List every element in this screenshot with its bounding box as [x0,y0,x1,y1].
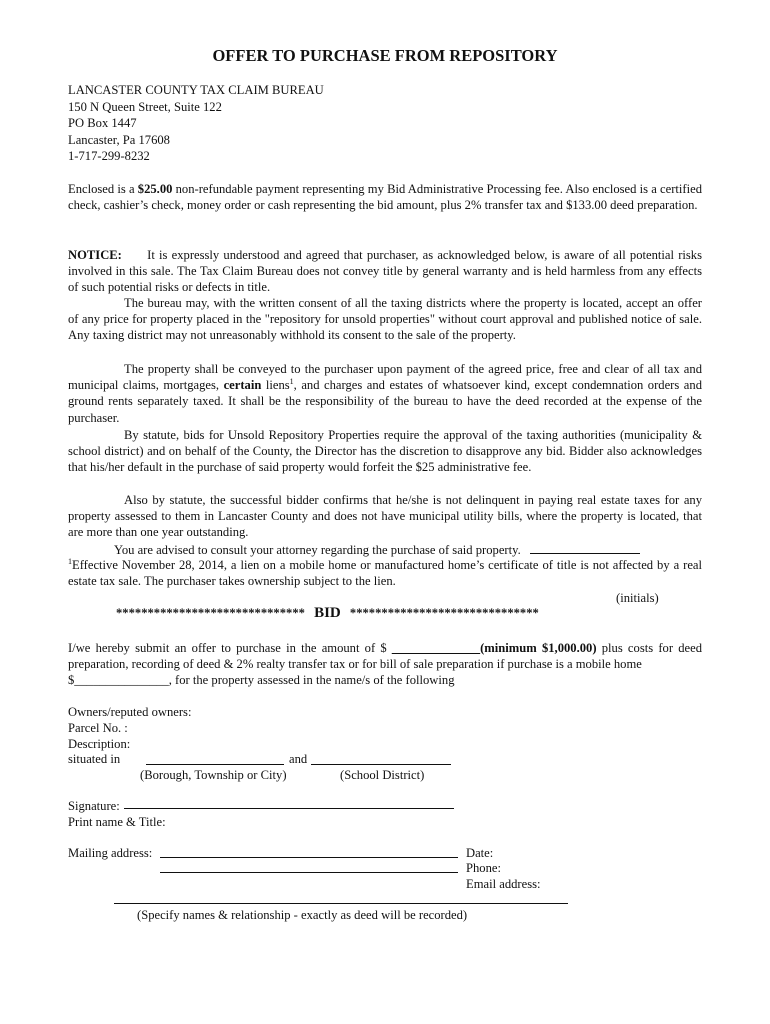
address-line-2: 150 N Queen Street, Suite 122 [68,99,222,114]
bureau-consent-paragraph: The bureau may, with the written consent of all the taxing districts where the property is located, accept an offer of any price for property placed in the "repository for unsold properties" without court approval and published notice of sale. Any taxing district may not unreasonably withhold its consent to the sale of the property. [68,296,702,343]
bid-stars-left: ****************************** [116,606,305,620]
bid-label: BID [314,605,341,621]
minimum-amount: (minimum $1,000.00) [480,641,597,655]
bureau-address [68,82,324,165]
statute-delinquency-paragraph: Also by statute, the successful bidder confirms that he/she is not delinquent in paying real estate taxes for any property assessed to them in Lancaster County and does not have municipal utility bills, where the property is located, that are more than one year outstanding. [68,493,702,540]
page-title: OFFER TO PURCHASE FROM REPOSITORY [212,46,558,65]
owners-label: Owners/reputed owners: [68,705,192,719]
email-label: Email address: [466,877,541,891]
municipality-field[interactable] [146,764,284,765]
conveyance-text-start: The property shall be conveyed to the purchaser upon payment of the agreed price, free and clear of all tax and municipal claims, mortgages, [68,362,702,393]
mailing-address-field-2[interactable] [160,872,458,873]
offer-text-rest: plus costs for deed preparation, recording of deed & 2% realty transfer tax or for bill of sale preparation if purchase is a mobile home [68,641,703,672]
signature-label: Signature: [68,799,120,813]
offer-paragraph [68,640,702,672]
fee-amount: $25.00 [137,182,173,196]
and-label: and [289,752,308,766]
liens-word: liens [261,378,290,393]
print-name-label: Print name & Title: [68,815,166,829]
footnote-mark: 1 [68,556,72,566]
mailing-address-field-1[interactable] [160,857,458,858]
attorney-advice-line [114,541,640,558]
municipality-caption: (Borough, Township or City) [140,768,287,782]
names-relationship-caption: (Specify names & relationship - exactly as deed will be recorded) [137,908,468,922]
offer-text-start: I/we hereby submit an offer to purchase in the amount of $ [68,641,392,655]
initials-field[interactable] [530,541,640,554]
phone-label: Phone: [466,861,501,875]
bill-of-sale-line: $_______________, for the property assessed in the name/s of the following [68,673,455,687]
address-phone: 1-717-299-8232 [68,149,150,163]
footnote-ref: 1 [289,377,294,387]
conveyance-text-rest: , and charges and estates of whatsoever kind, except condemnation orders and ground rents separately taxed. It shall be the responsibility of the bureau to have the deed recorded at the expense of the purchaser. [68,378,702,425]
address-line-1: LANCASTER COUNTY TAX CLAIM BUREAU [68,83,324,97]
bid-stars-right: ****************************** [349,606,539,620]
statute-approval-paragraph: By statute, bids for Unsold Repository Properties require the approval of the taxing authorities (municipality & school district) and on behalf of the County, the Director has the discretion to disapprove any bid. Bidder also acknowledges that his/her default in the purchase of said property would forfeit the $25 administrative fee. [68,428,702,475]
enclosed-text-rest: non-refundable payment representing my Bid Administrative Processing fee. Also enclosed is a certified check, cashier’s check, money order or cash representing the bid amount, plus 2% transfer tax and $133.00 deed preparation. [68,182,702,213]
parcel-label: Parcel No. : [68,721,128,735]
address-line-3: PO Box 1447 [68,116,137,130]
notice-text: It is expressly understood and agreed that purchaser, as acknowledged below, is aware of all potential risks involved in this sale. The Tax Claim Bureau does not convey title by general warranty and is held harmless from any effects of such potential risks or defects in title. [68,248,703,295]
notice-label: NOTICE: [68,248,122,262]
school-district-caption: (School District) [340,768,425,782]
mailing-address-label: Mailing address: [68,846,153,860]
certain-emphasis: certain [223,378,262,393]
initials-caption: (initials) [616,591,659,605]
notice-paragraph [68,247,702,296]
footnote [68,557,702,589]
footnote-text: Effective November 28, 2014, a lien on a mobile home or manufactured home’s certificate of title is not affected by a real estate tax sale. The purchaser takes ownership subject to the lien. [68,558,702,589]
enclosed-text-start: Enclosed is a [68,182,138,196]
conveyance-paragraph [68,361,702,426]
enclosed-paragraph [68,181,702,213]
date-label: Date: [466,846,494,860]
signature-field[interactable] [124,808,454,809]
school-district-field[interactable] [311,764,451,765]
situated-label: situated in [68,752,121,766]
offer-amount-field[interactable]: ______________ [391,641,481,655]
bid-heading [116,605,539,621]
description-label: Description: [68,737,131,751]
attorney-advice-text: You are advised to consult your attorney regarding the purchase of said property. [114,543,521,557]
names-relationship-field[interactable] [114,903,568,904]
address-line-4: Lancaster, Pa 17608 [68,132,170,147]
